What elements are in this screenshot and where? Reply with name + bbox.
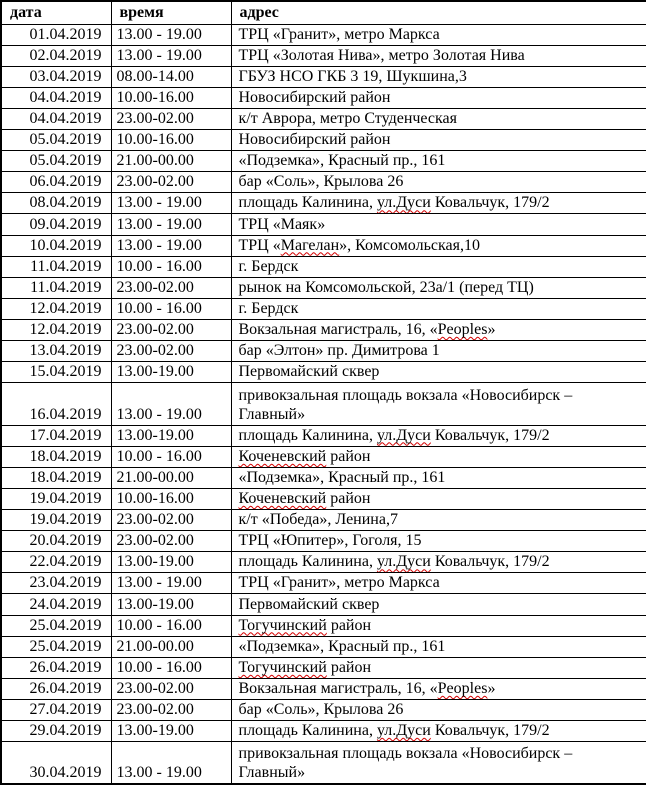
column-header-address: адрес <box>231 1 646 24</box>
address-cell <box>231 193 646 214</box>
time-cell: 23.00-02.00 <box>111 277 231 298</box>
date-cell: 18.04.2019 <box>1 467 111 488</box>
address-cell <box>231 151 646 172</box>
date-cell: 27.04.2019 <box>1 700 111 721</box>
time-cell: 13.00 - 19.00 <box>111 573 231 594</box>
address-cell <box>231 552 646 573</box>
time-cell: 13.00-19.00 <box>111 721 231 742</box>
address-cell <box>231 256 646 277</box>
date-cell: 06.04.2019 <box>1 172 111 193</box>
time-cell: 13.00-19.00 <box>111 552 231 573</box>
address-text: Первомайский сквер <box>238 595 380 613</box>
address-text: площадь Калинина, <box>238 194 377 212</box>
time-cell: 13.00 - 19.00 <box>111 742 231 784</box>
time-cell: 23.00-02.00 <box>111 700 231 721</box>
address-text: «Подземка», Красный пр., 161 <box>238 152 446 170</box>
time-cell: 13.00 - 19.00 <box>111 383 231 425</box>
schedule-row <box>1 87 646 108</box>
date-cell: 05.04.2019 <box>1 151 111 172</box>
schedule-row <box>1 678 646 699</box>
date-cell: 15.04.2019 <box>1 362 111 383</box>
schedule-row <box>1 214 646 235</box>
address-text: ГБУЗ НСО ГКБ 3 19, Шукшина,3 <box>238 67 467 85</box>
misspelled-word: Тогучинский <box>238 658 327 676</box>
address-text: район <box>326 447 371 465</box>
date-cell: 10.04.2019 <box>1 235 111 256</box>
date-cell: 17.04.2019 <box>1 425 111 446</box>
date-cell: 16.04.2019 <box>1 383 111 425</box>
address-text: бар «Соль», Крылова 26 <box>238 173 404 191</box>
address-text: «Подземка», Красный пр., 161 <box>238 637 446 655</box>
date-cell: 11.04.2019 <box>1 256 111 277</box>
schedule-row <box>1 256 646 277</box>
address-cell <box>231 467 646 488</box>
misspelled-word: Peoples <box>437 321 488 339</box>
date-cell: 09.04.2019 <box>1 214 111 235</box>
address-text: к/т Аврора, метро Студенческая <box>238 110 458 128</box>
time-cell: 13.00 - 19.00 <box>111 214 231 235</box>
time-cell: 21.00-00.00 <box>111 636 231 657</box>
time-cell: 21.00-00.00 <box>111 467 231 488</box>
address-cell <box>231 66 646 87</box>
misspelled-word: Коченевский <box>238 490 327 508</box>
address-cell <box>231 446 646 467</box>
schedule-row <box>1 488 646 509</box>
address-cell <box>231 510 646 531</box>
address-cell <box>231 594 646 615</box>
date-cell: 25.04.2019 <box>1 636 111 657</box>
address-text: бар «Элтон» пр. Димитрова 1 <box>238 342 440 360</box>
time-cell: 13.00-19.00 <box>111 425 231 446</box>
address-cell <box>231 721 646 742</box>
address-text: ТРЦ «Гранит», метро Маркса <box>238 25 440 43</box>
address-cell <box>231 636 646 657</box>
schedule-row <box>1 425 646 446</box>
date-cell: 29.04.2019 <box>1 721 111 742</box>
date-cell: 25.04.2019 <box>1 615 111 636</box>
date-cell: 12.04.2019 <box>1 320 111 341</box>
address-text: ТРЦ « <box>238 236 281 254</box>
time-cell: 10.00 - 16.00 <box>111 657 231 678</box>
address-text: к/т «Победа», Ленина,7 <box>238 511 398 529</box>
address-text: привокзальная площадь вокзала «Новосибирск – <box>238 386 573 404</box>
date-cell: 04.04.2019 <box>1 108 111 129</box>
date-cell: 23.04.2019 <box>1 573 111 594</box>
misspelled-word: ул.Дуси <box>376 194 431 212</box>
address-cell <box>231 362 646 383</box>
time-cell: 10.00 - 16.00 <box>111 615 231 636</box>
column-header-time: время <box>111 1 231 24</box>
schedule-row <box>1 510 646 531</box>
address-text: Ковальчук, 179/2 <box>430 426 550 444</box>
schedule-row <box>1 615 646 636</box>
address-cell <box>231 298 646 319</box>
address-text: г. Бердск <box>238 300 299 318</box>
date-cell: 04.04.2019 <box>1 87 111 108</box>
time-cell: 13.00 - 19.00 <box>111 235 231 256</box>
date-cell: 19.04.2019 <box>1 510 111 531</box>
address-text: Новосибирский район <box>238 88 391 106</box>
address-text: ТРЦ «Маяк» <box>238 215 326 233</box>
schedule-body <box>1 24 646 784</box>
schedule-row <box>1 700 646 721</box>
time-cell: 23.00-02.00 <box>111 172 231 193</box>
address-text: ТРЦ «Золотая Нива», метро Золотая Нива <box>238 46 525 64</box>
address-cell <box>231 24 646 45</box>
time-cell: 23.00-02.00 <box>111 108 231 129</box>
address-text: Новосибирский район <box>238 131 391 149</box>
address-cell <box>231 383 646 425</box>
schedule-row <box>1 721 646 742</box>
date-cell: 12.04.2019 <box>1 298 111 319</box>
address-text: «Подземка», Красный пр., 161 <box>238 468 446 486</box>
misspelled-word: Тогучинский <box>238 616 327 634</box>
time-cell: 23.00-02.00 <box>111 678 231 699</box>
address-text: район <box>326 490 371 508</box>
address-cell <box>231 130 646 151</box>
schedule-row <box>1 594 646 615</box>
schedule-row <box>1 742 646 784</box>
time-cell: 13.00 - 19.00 <box>111 45 231 66</box>
schedule-row <box>1 108 646 129</box>
address-text: рынок на Комсомольской, 23а/1 (перед ТЦ) <box>238 278 534 296</box>
address-cell <box>231 87 646 108</box>
schedule-row <box>1 383 646 425</box>
date-cell: 26.04.2019 <box>1 678 111 699</box>
address-text: площадь Калинина, <box>238 426 377 444</box>
date-cell: 01.04.2019 <box>1 24 111 45</box>
address-text: » <box>487 680 496 697</box>
date-cell: 30.04.2019 <box>1 742 111 784</box>
address-text: », Комсомольская,10 <box>339 236 480 254</box>
date-cell: 24.04.2019 <box>1 594 111 615</box>
address-text: район <box>326 616 372 634</box>
schedule-row <box>1 277 646 298</box>
schedule-row <box>1 193 646 214</box>
schedule-row <box>1 320 646 341</box>
schedule-row <box>1 298 646 319</box>
schedule-row <box>1 341 646 362</box>
address-text: Вокзальная магистраль, 16, « <box>238 680 438 697</box>
address-text: Ковальчук, 179/2 <box>430 553 550 571</box>
time-cell: 21.00-00.00 <box>111 151 231 172</box>
column-header-date: дата <box>1 1 111 24</box>
schedule-row <box>1 446 646 467</box>
address-text: Вокзальная магистраль, 16, « <box>238 321 438 339</box>
schedule-row <box>1 552 646 573</box>
time-cell: 10.00-16.00 <box>111 87 231 108</box>
address-cell <box>231 742 646 784</box>
date-cell: 13.04.2019 <box>1 341 111 362</box>
address-cell <box>231 678 646 699</box>
address-cell <box>231 425 646 446</box>
schedule-row <box>1 636 646 657</box>
address-cell <box>231 214 646 235</box>
address-cell <box>231 657 646 678</box>
time-cell: 23.00-02.00 <box>111 510 231 531</box>
address-text: бар «Соль», Крылова 26 <box>238 701 404 719</box>
time-cell: 13.00 - 19.00 <box>111 193 231 214</box>
address-cell <box>231 108 646 129</box>
address-cell <box>231 235 646 256</box>
misspelled-word: ул.Дуси <box>376 426 431 444</box>
schedule-row <box>1 362 646 383</box>
date-cell: 05.04.2019 <box>1 130 111 151</box>
time-cell: 08.00-14.00 <box>111 66 231 87</box>
address-text: Ковальчук, 179/2 <box>430 194 550 212</box>
misspelled-word: Peoples <box>437 680 488 697</box>
date-cell: 19.04.2019 <box>1 488 111 509</box>
date-cell: 02.04.2019 <box>1 45 111 66</box>
schedule-row <box>1 66 646 87</box>
time-cell: 10.00-16.00 <box>111 488 231 509</box>
misspelled-word: Магелан <box>280 236 340 254</box>
date-cell: 08.04.2019 <box>1 193 111 214</box>
time-cell: 10.00-16.00 <box>111 130 231 151</box>
time-cell: 23.00-02.00 <box>111 531 231 552</box>
address-text: ТРЦ «Гранит», метро Маркса <box>238 574 440 592</box>
address-text: ТРЦ «Юпитер», Гоголя, 15 <box>238 532 422 550</box>
header-row <box>1 1 646 24</box>
address-text: » <box>487 321 496 339</box>
address-cell <box>231 573 646 594</box>
schedule-row <box>1 235 646 256</box>
address-cell <box>231 172 646 193</box>
date-cell: 03.04.2019 <box>1 66 111 87</box>
address-text: г. Бердск <box>238 257 299 275</box>
time-cell: 23.00-02.00 <box>111 341 231 362</box>
schedule-row <box>1 151 646 172</box>
time-cell: 10.00 - 16.00 <box>111 446 231 467</box>
time-cell: 10.00 - 16.00 <box>111 298 231 319</box>
address-text: Главный» <box>238 764 306 781</box>
address-text: Первомайский сквер <box>238 363 380 381</box>
schedule-row <box>1 172 646 193</box>
address-cell <box>231 320 646 341</box>
address-text: район <box>326 658 372 676</box>
schedule-row <box>1 45 646 66</box>
date-cell: 18.04.2019 <box>1 446 111 467</box>
schedule-row <box>1 467 646 488</box>
time-cell: 13.00-19.00 <box>111 594 231 615</box>
schedule-row <box>1 573 646 594</box>
address-cell <box>231 45 646 66</box>
time-cell: 13.00-19.00 <box>111 362 231 383</box>
address-text: площадь Калинина, <box>238 553 377 571</box>
address-cell <box>231 700 646 721</box>
address-text: Главный» <box>238 405 306 423</box>
address-text: привокзальная площадь вокзала «Новосибирск – <box>238 745 573 762</box>
time-cell: 10.00 - 16.00 <box>111 256 231 277</box>
date-cell: 22.04.2019 <box>1 552 111 573</box>
address-text: Ковальчук, 179/2 <box>430 722 550 740</box>
schedule-row <box>1 657 646 678</box>
time-cell: 13.00 - 19.00 <box>111 24 231 45</box>
schedule-row <box>1 531 646 552</box>
misspelled-word: Коченевский <box>238 447 327 465</box>
address-cell <box>231 531 646 552</box>
address-cell <box>231 341 646 362</box>
date-cell: 26.04.2019 <box>1 657 111 678</box>
time-cell: 23.00-02.00 <box>111 320 231 341</box>
date-cell: 11.04.2019 <box>1 277 111 298</box>
schedule-row <box>1 24 646 45</box>
address-cell <box>231 277 646 298</box>
schedule-row <box>1 130 646 151</box>
misspelled-word: ул.Дуси <box>376 722 431 740</box>
date-cell: 20.04.2019 <box>1 531 111 552</box>
misspelled-word: ул.Дуси <box>376 553 431 571</box>
address-cell <box>231 488 646 509</box>
address-cell <box>231 615 646 636</box>
address-text: площадь Калинина, <box>238 722 377 740</box>
